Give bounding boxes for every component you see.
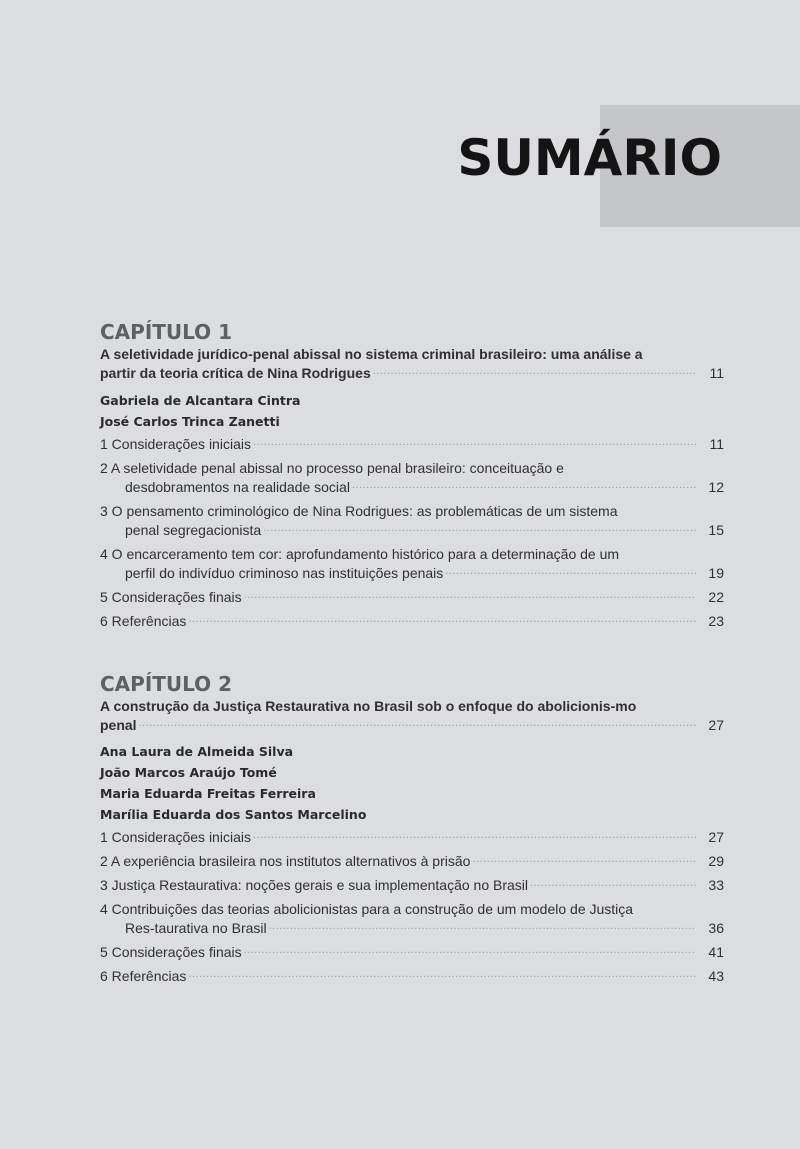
toc-entry[interactable] — [100, 852, 724, 871]
toc-entry-page: 22 — [708, 589, 724, 605]
chapter-label: CAPÍTULO 1 — [100, 320, 233, 344]
chapter-page-number: 11 — [709, 365, 724, 381]
chapter-2-section — [100, 671, 724, 986]
toc-entry-page: 33 — [708, 877, 724, 893]
toc-entry-page: 43 — [708, 968, 724, 984]
toc-entry-text: 6 Referências ..... — [100, 968, 186, 984]
toc-entry-page: 12 — [708, 479, 724, 495]
toc-entry-page: 19 — [708, 565, 724, 581]
author-name: Maria Eduarda Freitas Ferreira — [100, 786, 316, 801]
toc-entry-text: 5 Considerações finais ..... — [100, 589, 242, 605]
toc-entry-text: 1 Considerações iniciais ..... — [100, 829, 251, 845]
chapter-label: CAPÍTULO 2 — [100, 672, 233, 696]
toc-entry-text: 1 Considerações iniciais ..... — [100, 436, 251, 452]
toc-entry-page: 27 — [708, 829, 724, 845]
toc-entry-text: 2 A seletividade penal abissal no processo penal brasileiro: conceituação e desdobramentos na realidade social ..... — [100, 460, 564, 495]
chapter-title-entry[interactable] — [100, 697, 724, 735]
toc-entry-text: 2 A experiência brasileira nos institutos alternativos à prisão ..... — [100, 853, 470, 869]
toc-entry[interactable] — [100, 828, 724, 847]
page-title: SUMÁRIO — [457, 129, 722, 187]
author-name: Gabriela de Alcantara Cintra — [100, 393, 301, 408]
toc-entry-page: 36 — [708, 920, 724, 936]
toc-entry[interactable] — [100, 588, 724, 607]
toc-entry-text: 4 Contribuições das teorias abolicionistas para a construção de um modelo de Justiça Res-taurativa no Brasil ..... — [100, 901, 633, 936]
toc-entry[interactable] — [100, 459, 724, 497]
toc-entry[interactable] — [100, 967, 724, 986]
toc-entry-text: 3 O pensamento criminológico de Nina Rodrigues: as problemáticas de um sistema penal segregacionista ..... — [100, 503, 617, 538]
toc-entry[interactable] — [100, 612, 724, 631]
author-name: Ana Laura de Almeida Silva — [100, 744, 294, 759]
toc-entry-text: 3 Justiça Restaurativa: noções gerais e sua implementação no Brasil ..... — [100, 877, 528, 893]
toc-entry[interactable] — [100, 502, 724, 540]
chapter-1-section — [100, 319, 724, 631]
author-name: João Marcos Araújo Tomé — [100, 765, 277, 780]
toc-entry[interactable] — [100, 435, 724, 454]
toc-entry-page: 29 — [708, 853, 724, 869]
toc-entry-text: 5 Considerações finais ..... — [100, 944, 242, 960]
toc-entry[interactable] — [100, 943, 724, 962]
toc-entry-text: 4 O encarceramento tem cor: aprofundamento histórico para a determinação de um perfil do indivíduo criminoso nas instituições penais ..... — [100, 546, 619, 581]
toc-entry-page: 11 — [709, 436, 724, 452]
chapter-page-number: 27 — [708, 717, 724, 733]
toc-entry[interactable] — [100, 545, 724, 583]
author-name: Marília Eduarda dos Santos Marcelino — [100, 807, 367, 822]
author-name: José Carlos Trinca Zanetti — [100, 414, 280, 429]
toc-entry[interactable] — [100, 876, 724, 895]
chapter-title: A seletividade jurídico-penal abissal no sistema criminal brasileiro: uma análise a partir da teoria crítica de Nina Rodrigues ..... — [100, 346, 643, 381]
chapter-title-entry[interactable] — [100, 345, 724, 383]
toc-entry-page: 23 — [708, 613, 724, 629]
toc-entry-text: 6 Referências ..... — [100, 613, 186, 629]
toc-entry-page: 15 — [708, 522, 724, 538]
toc-entry[interactable] — [100, 900, 724, 938]
toc-entry-page: 41 — [708, 944, 724, 960]
chapter-title: A construção da Justiça Restaurativa no Brasil sob o enfoque do abolicionis-mo penal ..... — [100, 698, 636, 733]
